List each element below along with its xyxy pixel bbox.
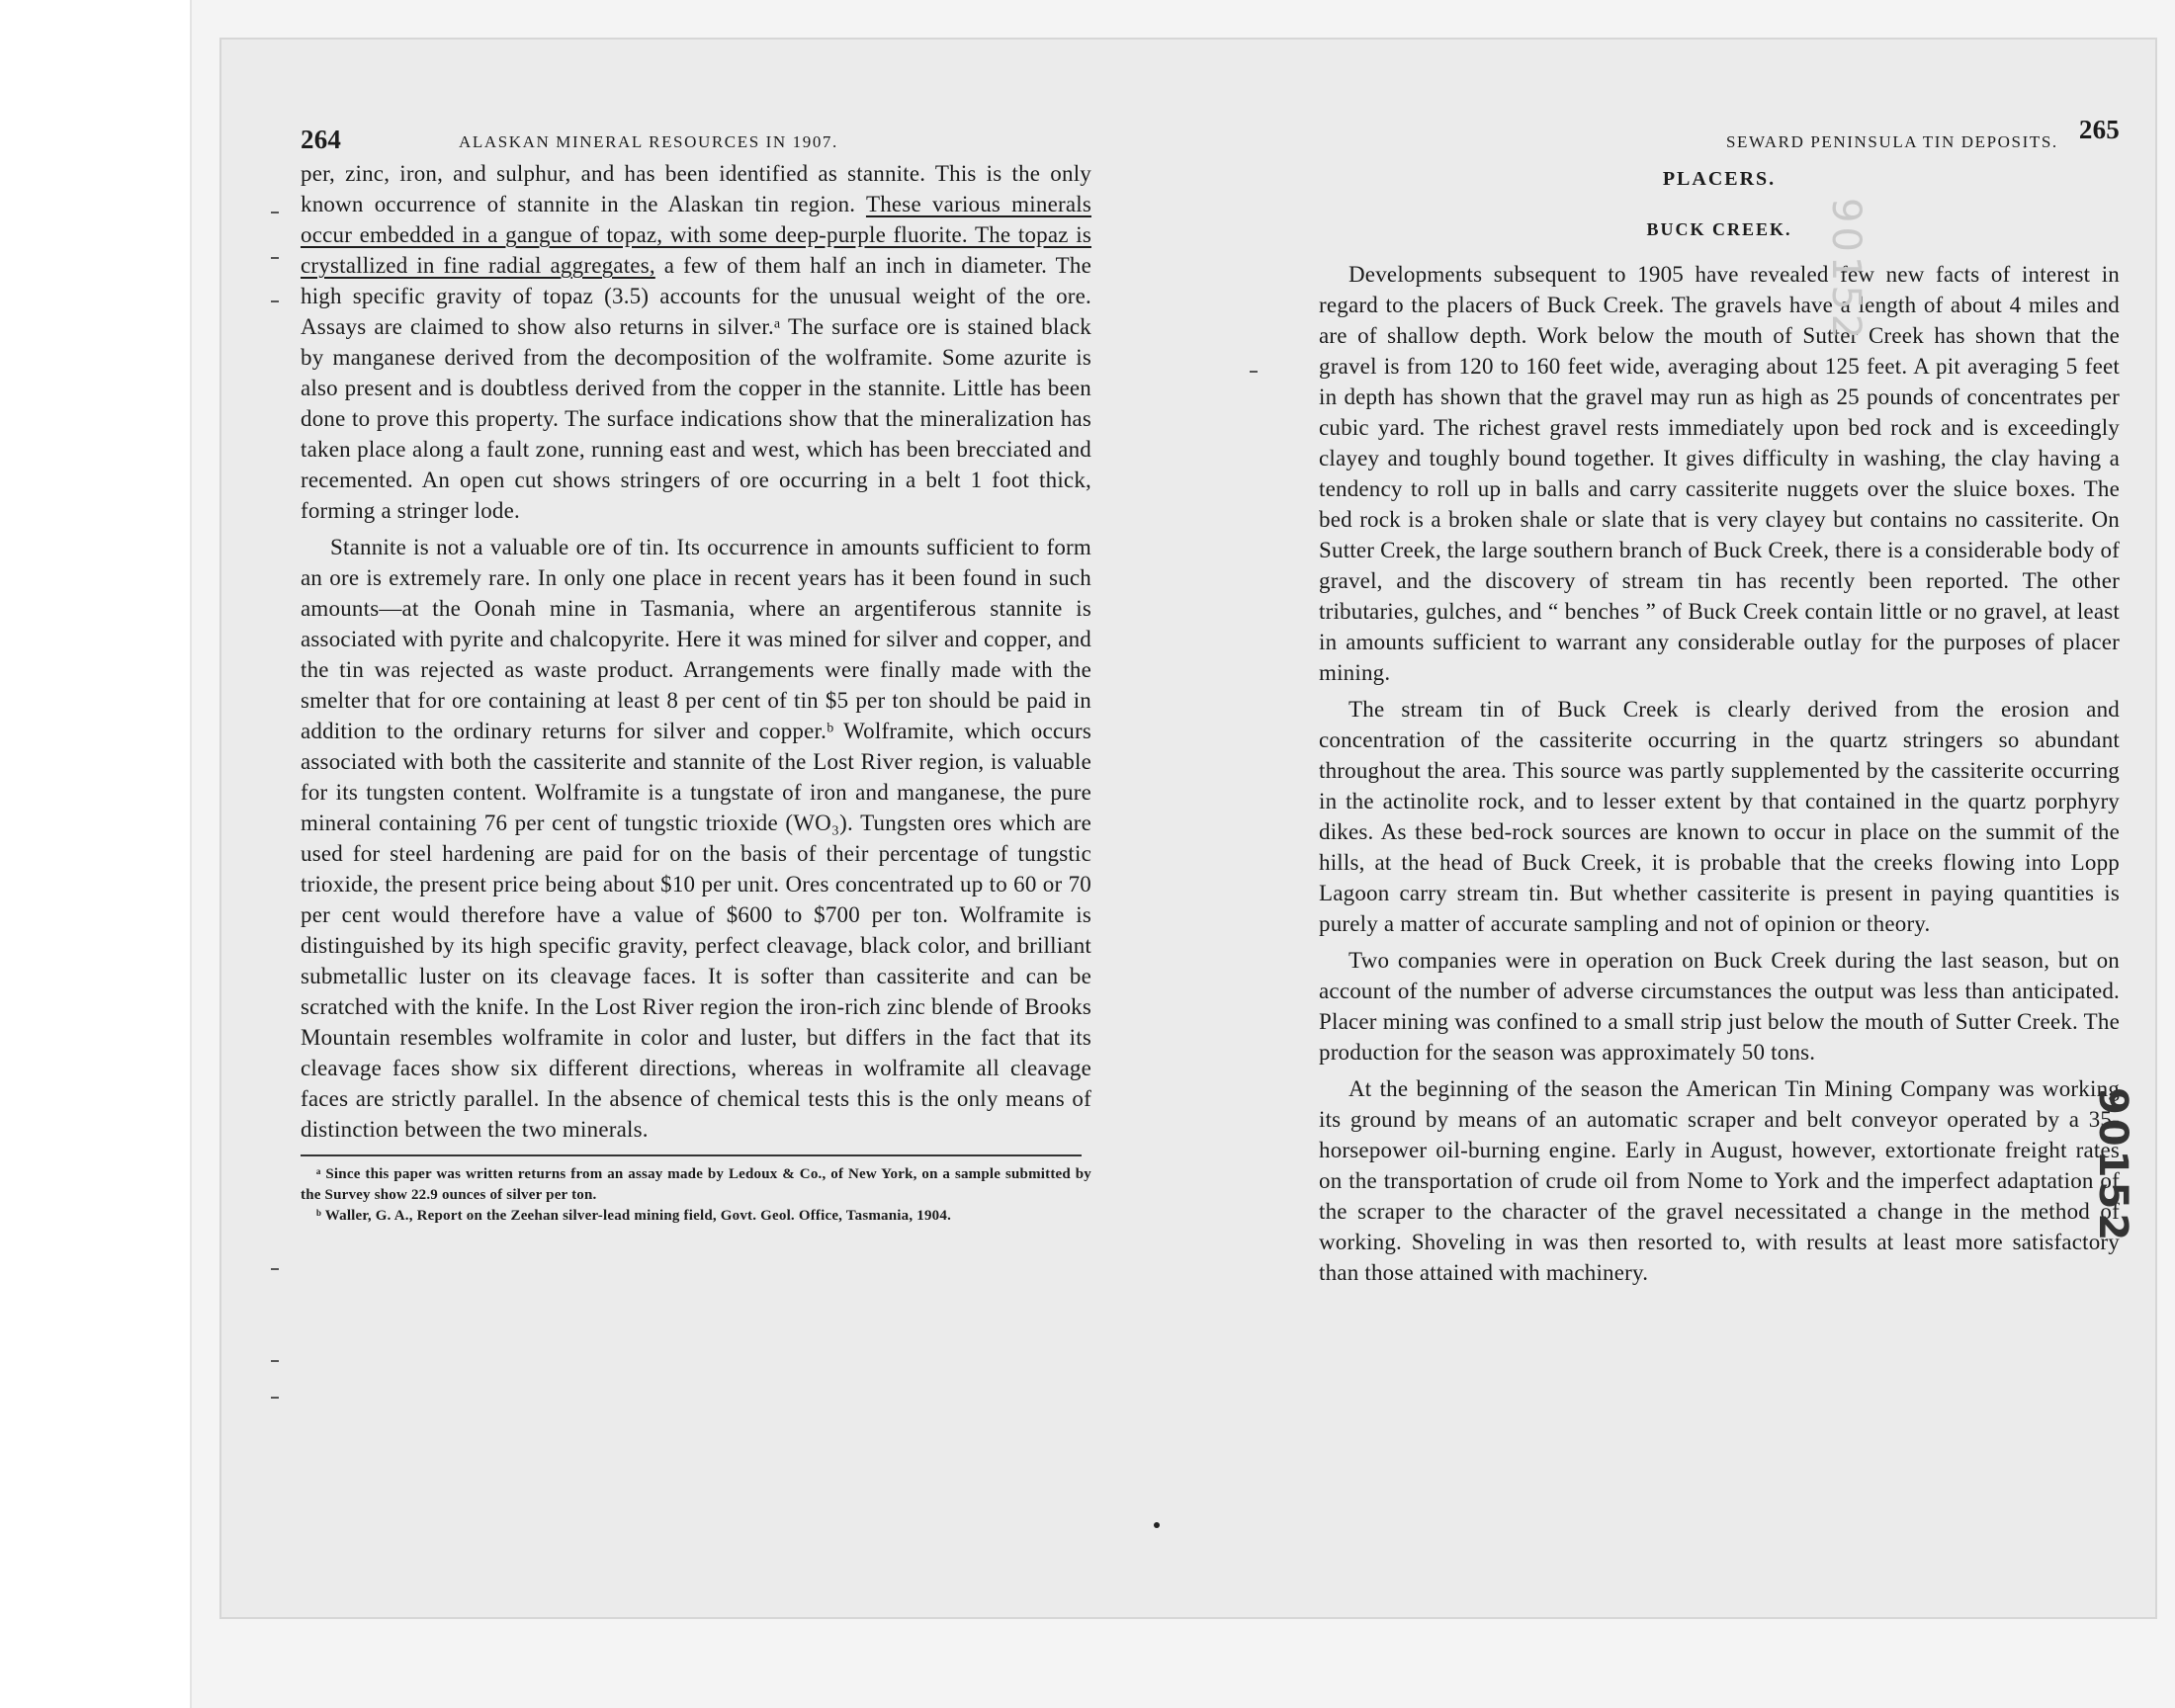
margin-tick xyxy=(271,1397,279,1399)
footnote-b: ᵇ Waller, G. A., Report on the Zeehan silver-lead mining field, Govt. Geol. Office, Tasmania, 1904. xyxy=(316,1208,952,1224)
margin-tick xyxy=(271,1360,279,1362)
right-page-number: 265 xyxy=(2078,115,2120,144)
right-paragraph-1: Developments subsequent to 1905 have revealed few new facts of interest in regard to the placers of Buck Creek. The gravels have a length of about 4 miles and are of shallow depth. Work below the mouth of Sutter Creek has shown that the gravel is from 120 to 160 feet wide, averaging about 125 feet. A pit averaging 5 feet in depth has shown that the gravel may run as high as 25 pounds of concentrates per cubic yard. The richest gravel rests immediately upon bed rock and is exceedingly clayey and toughly bound together. It gives difficulty in washing, the clay having a tendency to roll up in balls and carry cassiterite nuggets over the sluice boxes. The bed rock is a broken shale or slate that is very clayey but contains no cassiterite. On Sutter Creek, the large southern branch of Buck Creek, there is a considerable body of gravel, and the discovery of stream tin has recently been reported. The other tributaries, gulches, and “ benches ” of Buck Creek contain little or no gravel, at least in amounts sufficient to warrant any considerable outlay for the purposes of placer mining. xyxy=(1319,262,2121,685)
margin-tick xyxy=(271,212,279,214)
footnote-divider xyxy=(301,1154,1082,1156)
right-paragraph-4: At the beginning of the season the American Tin Mining Company was working its ground by means of an automatic scraper and belt conveyor operated by a 35-horsepower oil-burning engine. Early in August, however, extortionate freight rates on the transportation of crude oil from Nome to York and the imperfect adaptation of the scraper to the character of the gravel necessitated a change in the method of working. Shoveling in was then resorted to, with results at least more satisfactory than those attained with machinery. xyxy=(1319,1076,2120,1285)
right-running-title: SEWARD PENINSULA TIN DEPOSITS. xyxy=(1726,132,2058,151)
section-heading: PLACERS. xyxy=(1662,168,1777,190)
left-running-head xyxy=(301,119,1091,158)
faded-stamp-number: 90152 xyxy=(1823,198,1869,344)
margin-tick xyxy=(271,300,279,302)
scanner-margin xyxy=(0,0,192,1708)
archive-stamp-number: 90152 xyxy=(2090,1087,2135,1245)
right-paragraph-2: The stream tin of Buck Creek is clearly derived from the erosion and concentration of the cassiterite occurring in the quartz stringers so abundant throughout the area. This source was partly supplemented by the cassiterite occurring in the actinolite rock, and to lesser extent by that contained in the quartz porphyry dikes. As these bed-rock sources are known to occur in place on the summit of the hills, at the head of Buck Creek, it is probable that the creeks flowing into Lopp Lagoon carry stream tin. But whether cassiterite is present in paying quantities is purely a matter of accurate sampling and not of opinion or theory. xyxy=(1319,697,2120,936)
margin-tick xyxy=(271,257,279,259)
right-paragraph-3: Two companies were in operation on Buck Creek during the last season, but on account of the number of adverse circumstances the output was less than anticipated. Placer mining was confined to a small strip just below the mouth of Sutter Creek. The production for the season was approximately 50 tons. xyxy=(1319,948,2120,1065)
footnote-a: ᵃ Since this paper was written returns from an assay made by Ledoux & Co., of New York, on a sample submitted by the Survey show 22.9 ounces of silver per ton. xyxy=(301,1166,1091,1203)
right-page xyxy=(1319,38,2120,1288)
margin-tick xyxy=(1250,371,1258,373)
left-paragraph-2: Stannite is not a valuable ore of tin. Its occurrence in amounts sufficient to form an ore is extremely rare. In only one place in recent years has it been found in such amounts—at the Oonah mine in Tasmania, where an argentiferous stannite is associated with pyrite and chalcopyrite. Here it was mined for silver and copper, and the tin was rejected as waste product. Arrangements were finally made with the smelter that for ore containing at least 8 per cent of tin $5 per ton should be paid in addition to the ordinary returns for silver and copper.ᵇ Wolframite, which occurs associated with both the cassiterite and stannite of the Lost River region, is valuable for its tungsten content. Wolframite is a tungstate of iron and manganese, the pure mineral containing 76 per cent of tungstic trioxide (WO₃). Tungsten ores which are used for steel hardening are paid for on the basis of their percentage of tungstic trioxide, the present price being about $10 per unit. Ores concentrated up to 60 or 70 per cent would therefore have a value of $600 to $700 per ton. Wolframite is distinguished by its high specific gravity, perfect cleavage, black color, and brilliant submetallic luster on its cleavage faces. It is softer than cassiterite and can be scratched with the knife. In the Lost River region the iron-rich zinc blende of Brooks Mountain resembles wolframite in color and luster, but differs in the fact that its cleavage faces show six different directions, whereas in wolframite all cleavage faces are strictly parallel. In the absence of chemical tests this is the only means of distinction between the two minerals. xyxy=(301,535,1091,1142)
left-page xyxy=(301,38,1091,1227)
left-paragraph-1 xyxy=(301,158,1091,526)
underlined-passage: These various minerals occur embedded in a gangue of topaz, with some deep-purple fluorite. The topaz is crystallized in fine radial aggregates, xyxy=(301,192,1091,278)
left-page-number: 264 xyxy=(301,125,342,154)
footnotes xyxy=(301,1164,1091,1227)
left-running-title: ALASKAN MINERAL RESOURCES IN 1907. xyxy=(459,132,838,151)
left-paragraph-1-continued: a few of them half an inch in diameter. The high specific gravity of topaz (3.5) accounts for the unusual weight of the ore. Assays are claimed to show also returns in silver.ᵃ The surface ore is stained black by manganese derived from the decomposition of the wolframite. Some azurite is also present and is doubtless derived from the copper in the stannite. Little has been done to prove this property. The surface indications show that the mineralization has taken place along a fault zone, running east and west, which has been brecciated and recemented. An open cut shows stringers of ore occurring in a belt 1 foot thick, forming a stringer lode. xyxy=(301,253,1091,523)
subsection-heading: BUCK CREEK. xyxy=(1646,219,1792,239)
left-paragraph-1-text: per, zinc, iron, and sulphur, and has been identified as stannite. This is the only known occurrence of stannite in the Alaskan tin region. xyxy=(301,161,1091,216)
margin-tick xyxy=(271,1268,279,1270)
right-running-head xyxy=(1319,115,2120,158)
ink-dot xyxy=(1154,1522,1160,1528)
